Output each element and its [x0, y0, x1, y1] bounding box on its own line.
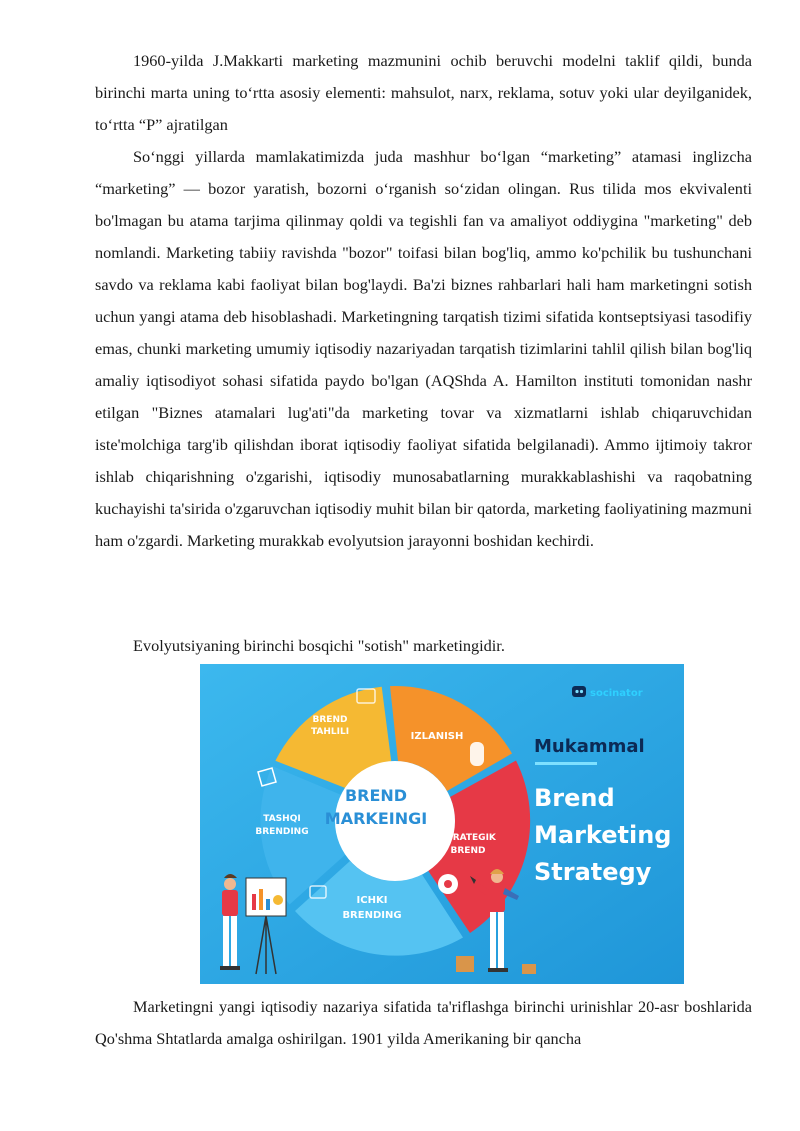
- izlanish-icon: [470, 742, 484, 766]
- label-tashqi-2: BRENDING: [255, 827, 309, 837]
- infographic-svg: [200, 664, 684, 984]
- label-tashqi-1: TASHQI: [263, 814, 301, 824]
- title-line-3: Strategy: [534, 858, 652, 886]
- socinator-logo-icon: [572, 686, 586, 697]
- label-ichki-2: BRENDING: [342, 910, 402, 921]
- paragraph-1-text: 1960-yilda J.Makkarti marketing mazmunini ochib beruvchi modelni taklif qildi, bunda birinchi marta uning to‘rtta asosiy elementi: mahsulot, narx, reklama, sotuv yoki ular deyilganidek, to‘rtta “P” ajratilgan: [95, 51, 752, 134]
- paragraph-2: [95, 141, 752, 557]
- presenter-head: [224, 878, 236, 890]
- headline-underline: [535, 762, 597, 765]
- label-izlanish: IZLANISH: [410, 731, 464, 742]
- label-strategik-2: BREND: [450, 846, 486, 856]
- title-line-1: Brend: [534, 784, 615, 812]
- label-brend-tahlili-2: TAHLILI: [310, 727, 350, 737]
- center-title-line2: MARKEINGI: [324, 809, 428, 828]
- paragraph-3-text: Evolyutsiyaning birinchi bosqichi "sotish" marketingidir.: [133, 636, 505, 655]
- label-brend-tahlili-1: BREND: [312, 715, 348, 725]
- paragraph-4: [95, 991, 752, 1055]
- paragraph-1: [95, 45, 752, 141]
- socinator-logo-text: socinator: [590, 688, 643, 699]
- label-strategik-1: STRATEGIK: [440, 833, 496, 843]
- center-title-line1: BREND: [344, 786, 408, 805]
- speaker-body: [489, 884, 505, 912]
- box-icon: [456, 956, 474, 972]
- presenter-body: [222, 890, 238, 916]
- brand-marketing-infographic: [200, 664, 684, 984]
- label-ichki-1: ICHKI: [356, 895, 388, 906]
- headline-mukammal: Mukammal: [534, 736, 645, 757]
- paragraph-4-text: Marketingni yangi iqtisodiy nazariya sifatida ta'riflashga birinchi urinishlar 20-asr boshlarida Qo'shma Shtatlarda amalga oshirilgan. 1901 yilda Amerikaning bir qancha: [95, 997, 752, 1048]
- title-line-2: Marketing: [534, 821, 672, 849]
- paragraph-2-text: So‘nggi yillarda mamlakatimizda juda mashhur bo‘lgan “marketing” atamasi inglizcha “marketing” — bozor yaratish, bozorni o‘rganish so‘zidan olingan. Rus tilida mos ekvivalenti bo'lmagan bu atama tarjima qilinmay qoldi va tegishli fan va amaliyot oddiygina "marketing" deb nomlandi. Marketing tabiiy ravishda "bozor" toifasi bilan bog'liq, ammo ko'pchilik bu tushunchani savdo va reklama kabi faoliyat bilan bog'laydi. Ba'zi biznes rahbarlari hali ham marketingni sotish uchun yangi atama deb hisoblashadi. Marketingning tarqatish tizimi sifatida kontseptsiyasi tasodifiy emas, chunki marketing umumiy iqtisodiy nazariyadan tarqatish tizimlarini tahlil qilish bilan bog'liq amaliy iqtisodiyot sohasi sifatida paydo bo'lgan (AQShda A. Hamilton instituti tomonidan nashr etilgan "Biznes atamalari lug'ati"da marketing tovar va xizmatlarni ishlab chiqaruvchidan iste'molchiga targ'ib qilishdan iborat iqtisodiy faoliyat sifatida belgilanadi). Ammo ijtimoiy takror ishlab chiqarishning o'zgarishi, iqtisodiy munosabatlarning murakkablashishi va raqobatning kuchayishi ta'sirida o'zgaruvchan iqtisodiy muhit bilan bir qatorda, marketing faoliyatining mazmuni ham o'zgardi. Marketing murakkab evolyutsion jarayonni boshidan kechirdi.: [95, 147, 752, 550]
- paragraph-3: [95, 630, 752, 662]
